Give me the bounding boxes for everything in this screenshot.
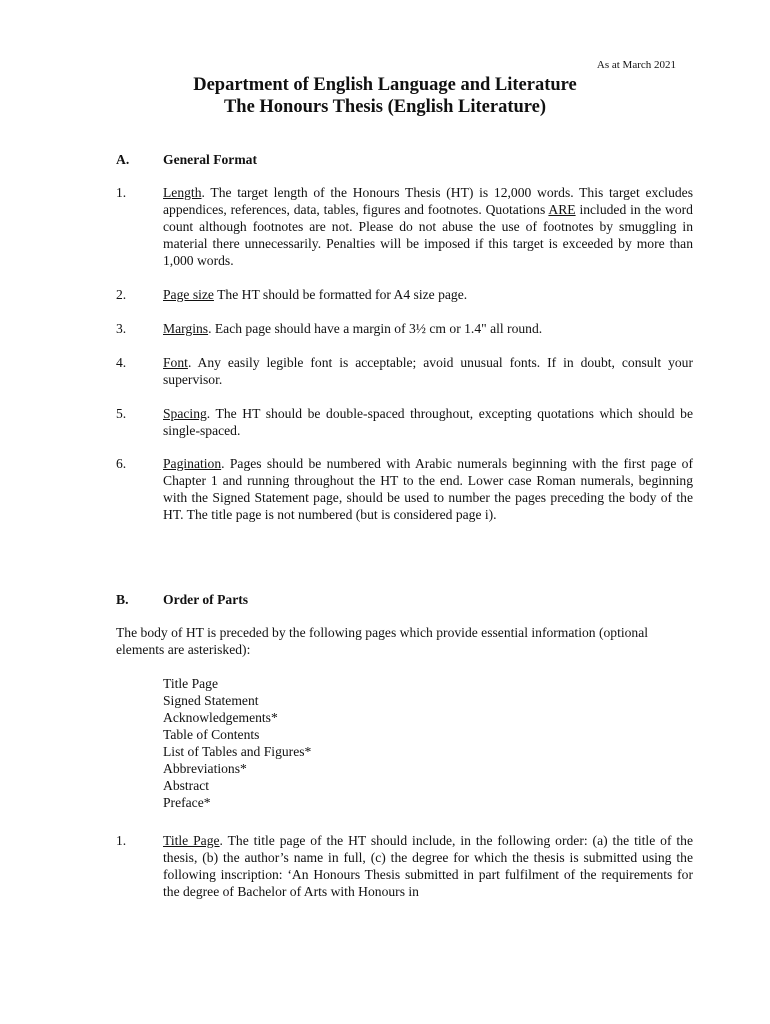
- list-item: Preface*: [163, 795, 211, 810]
- item-text: [163, 354, 693, 388]
- item-text: [163, 286, 693, 303]
- item-term: Font: [163, 355, 188, 370]
- item-text: [163, 455, 693, 523]
- item-number: 1.: [116, 185, 127, 200]
- item-text-part: . Pages should be numbered with Arabic numerals beginning with the first page of Chapter 1 and running throughout the HT to the end. Lower case Roman numerals, beginning with the Signed Statement page, should be used to number the pages preceding the body of the HT. The title page is not numbered (but is considered page i).: [163, 456, 693, 522]
- item-term: Spacing: [163, 406, 207, 421]
- section-letter: A.: [116, 152, 130, 167]
- item-number: 5.: [116, 406, 127, 421]
- item-text: [163, 184, 693, 269]
- item-text: [163, 320, 693, 337]
- item-text: [163, 832, 693, 900]
- parts-list: [163, 675, 311, 811]
- item-number: 3.: [116, 321, 127, 336]
- list-item: List of Tables and Figures*: [163, 744, 312, 759]
- item-term: Title Page: [163, 833, 220, 848]
- list-item: Title Page: [163, 676, 219, 691]
- item-text-part: . The title page of the HT should include, in the following order: (a) the title of the thesis, (b) the author’s name in full, (c) the degree for which the thesis is submitted using the following inscription: ‘An Honours Thesis submitted in part fulfilment of the requirements for the degree of Bachelor of Arts with Honours in: [163, 833, 693, 899]
- item-number: 1.: [116, 833, 127, 848]
- title-line-2: The Honours Thesis (English Literature): [223, 97, 547, 117]
- document-date: As at March 2021: [596, 59, 676, 71]
- emphasis-are: ARE: [548, 202, 576, 217]
- item-text-part: . The target length of the Honours Thesis (HT) is 12,000 words. This target excludes appendices, references, data, tables, figures and footnotes. Quotations: [163, 185, 693, 217]
- item-text-part: . Each page should have a margin of 3½ cm or 1.4" all round.: [208, 321, 543, 336]
- title-line-1: Department of English Language and Literature: [193, 75, 577, 95]
- section-title: General Format: [163, 152, 257, 167]
- document-title: [0, 74, 770, 118]
- item-number: 6.: [116, 456, 127, 471]
- list-item: Abbreviations*: [163, 761, 247, 776]
- item-text-part: included in the word count although footnotes are not. Please do not abuse the use of footnotes by smuggling in material there unnecessarily. Penalties will be imposed if this target is exceeded by more than 1,000 words.: [163, 202, 693, 268]
- item-text: [163, 405, 693, 439]
- item-number: 4.: [116, 355, 127, 370]
- item-text-part: The HT should be formatted for A4 size page.: [213, 287, 468, 302]
- item-text-part: . Any easily legible font is acceptable; avoid unusual fonts. If in doubt, consult your supervisor.: [163, 355, 693, 387]
- item-term: Page size: [163, 287, 214, 302]
- section-title: Order of Parts: [163, 592, 249, 607]
- list-item: Table of Contents: [163, 727, 260, 742]
- item-term: Margins: [163, 321, 209, 336]
- item-number: 2.: [116, 287, 127, 302]
- list-item: Abstract: [163, 778, 210, 793]
- item-term: Length: [163, 185, 202, 200]
- section-b-intro: The body of HT is preceded by the following pages which provide essential information (optional elements are asterisked):: [116, 625, 649, 657]
- section-letter: B.: [116, 592, 129, 607]
- item-text-part: . The HT should be double-spaced throughout, excepting quotations which should be single-spaced.: [163, 406, 693, 438]
- list-item: Signed Statement: [163, 693, 259, 708]
- list-item: Acknowledgements*: [163, 710, 278, 725]
- item-term: Pagination: [163, 456, 222, 471]
